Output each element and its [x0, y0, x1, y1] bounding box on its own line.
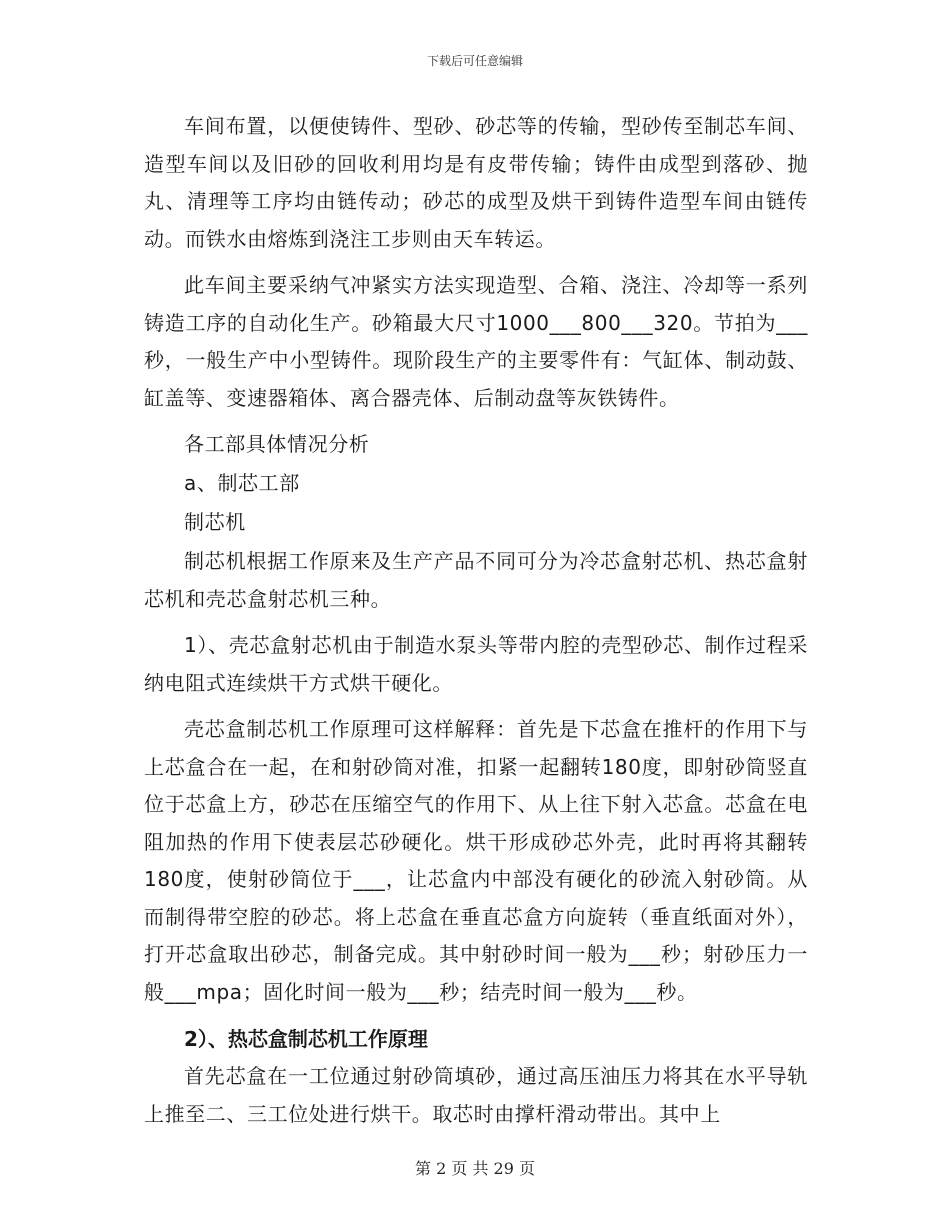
- document-body: [144, 108, 808, 1142]
- subsection-title-core-making: a、制芯工部: [184, 471, 300, 495]
- paragraph-core-machine-types: 制芯机根据工作原来及生产产品不同可分为冷芯盒射芯机、热芯盒射芯机和壳芯盒射芯机三种。: [144, 549, 808, 611]
- paragraph-shell-core-principle: 壳芯盒制芯机工作原理可这样解释：首先是下芯盒在推杆的作用下与上芯盒合在一起，在和射砂筒对准，扣紧一起翻转180度，即射砂筒竖直位于芯盒上方，砂芯在压缩空气的作用下、从上往下射入芯盒。芯盒在电阻加热的作用下使表层芯砂硬化。烘干形成砂芯外壳，此时再将其翻转180度，使射砂筒位于___，让芯盒内中部没有硬化的砂流入射砂筒。从而制得带空腔的砂芯。将上芯盒在垂直芯盒方向旋转（垂直纸面对外），打开芯盒取出砂芯，制备完成。其中射砂时间一般为___秒；射砂压力一般___mpa；固化时间一般为___秒；结壳时间一般为___秒。: [144, 717, 808, 1004]
- page-footer: 第 2 页 共 29 页: [415, 1159, 535, 1178]
- heading-hot-core-principle: 2）、热芯盒制芯机工作原理: [184, 1027, 428, 1051]
- paragraph-workshop-process: 此车间主要采纳气冲紧实方法实现造型、合箱、浇注、冷却等一系列铸造工序的自动化生产。砂箱最大尺寸1000___800___320。节拍为___秒，一般生产中小型铸件。现阶段生产的主要零件有：气缸体、制动鼓、缸盖等、变速器箱体、离合器壳体、后制动盘等灰铁铸件。: [144, 273, 808, 410]
- paragraph-workshop-layout: 车间布置，以便使铸件、型砂、砂芯等的传输，型砂传至制芯车间、造型车间以及旧砂的回收利用均是有皮带传输；铸件由成型到落砂、抛丸、清理等工序均由链传动；砂芯的成型及烘干到铸件造型车间由链传动。而铁水由熔炼到浇注工步则由天车转运。: [144, 114, 808, 251]
- paragraph-hot-core-principle: 首先芯盒在一工位通过射砂筒填砂，通过高压油压力将其在水平导轨上推至二、三工位处进行烘干。取芯时由撑杆滑动带出。其中上: [144, 1064, 808, 1126]
- item-title-core-machine: 制芯机: [184, 510, 246, 534]
- section-title-analysis: 各工部具体情况分析: [184, 432, 370, 456]
- page-header: 下载后可任意编辑: [426, 54, 523, 68]
- paragraph-shell-core-machine: 1）、壳芯盒射芯机由于制造水泵头等带内腔的壳型砂芯、制作过程采纳电阻式连续烘干方式烘干硬化。: [144, 633, 808, 695]
